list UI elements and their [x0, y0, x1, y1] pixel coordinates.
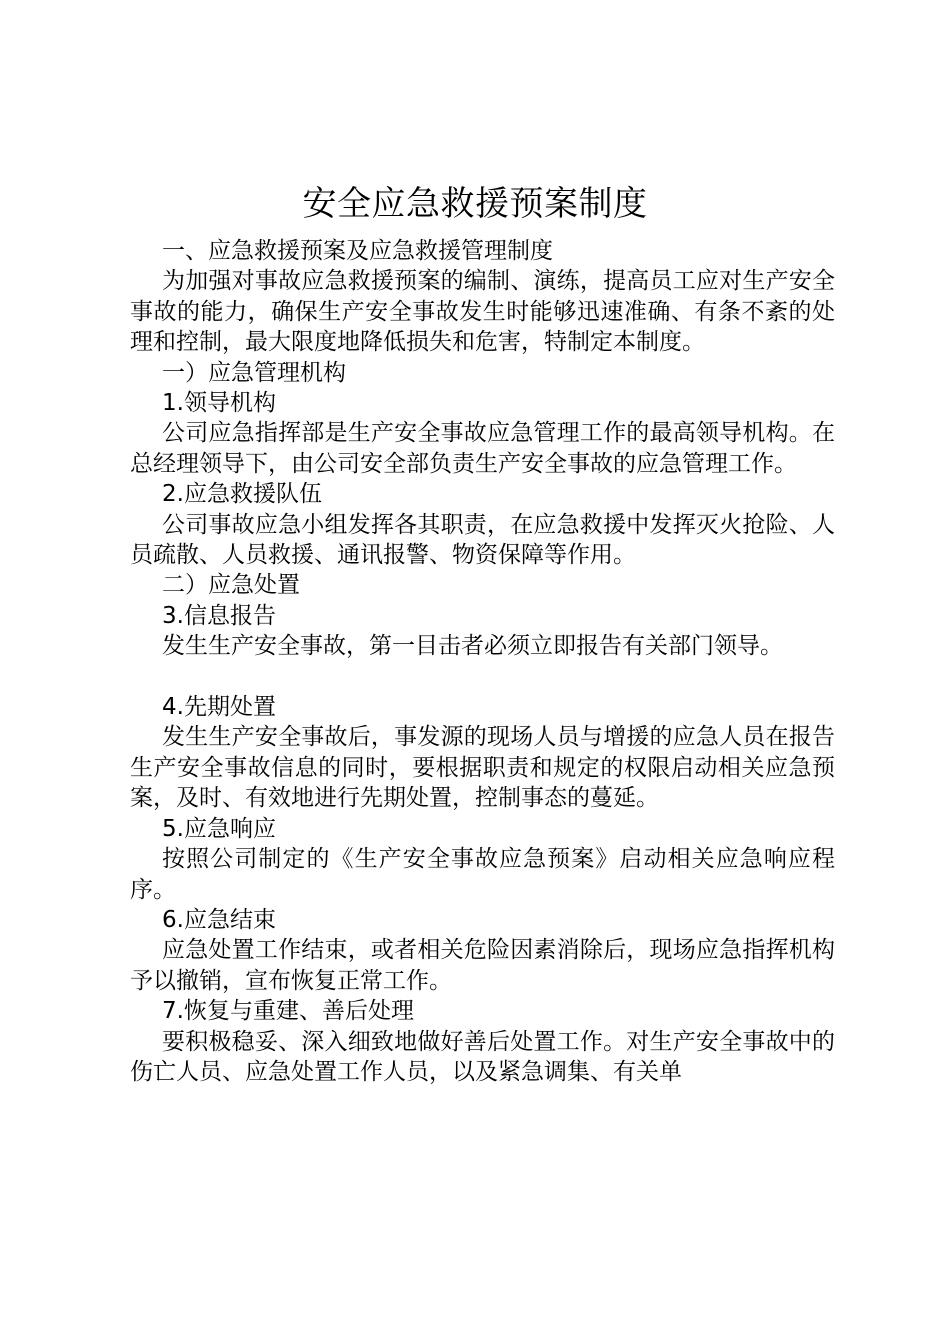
body-paragraph: 发生生产安全事故，第一目击者必须立即报告有关部门领导。	[162, 633, 783, 660]
body-paragraph: 按照公司制定的《生产安全事故应急预案》启动相关应急响应程序。	[130, 846, 835, 903]
item-heading: 3.信息报告	[162, 602, 276, 629]
section-heading: 一、应急救援预案及应急救援管理制度	[162, 238, 553, 264]
item-heading: 4.先期处置	[162, 694, 276, 721]
document-title: 安全应急救援预案制度	[302, 184, 648, 224]
item-heading: 6.应急结束	[162, 906, 276, 933]
subsection-heading: 一）应急管理机构	[162, 359, 346, 386]
body-paragraph: 公司事故应急小组发挥各其职责，在应急救援中发挥灭火抢险、人员疏散、人员救援、通讯报警、物资保障等作用。	[130, 511, 835, 569]
item-heading: 2.应急救援队伍	[162, 481, 322, 508]
item-heading: 7.恢复与重建、善后处理	[162, 998, 414, 1025]
body-paragraph: 为加强对事故应急救援预案的编制、演练，提高员工应对生产安全事故的能力，确保生产安全事故发生时能够迅速准确、有条不紊的处理和控制，最大限度地降低损失和危害，特制定本制度。	[130, 268, 835, 356]
body-paragraph: 发生生产安全事故后，事发源的现场人员与增援的应急人员在报告生产安全事故信息的同时，要根据职责和规定的权限启动相关应急预案，及时、有效地进行先期处置，控制事态的蔓延。	[130, 724, 835, 812]
body-paragraph: 应急处置工作结束，或者相关危险因素消除后，现场应急指挥机构予以撤销，宣布恢复正常工作。	[130, 937, 835, 994]
body-paragraph: 要积极稳妥、深入细致地做好善后处置工作。对生产安全事故中的伤亡人员、应急处置工作人员，以及紧急调集、有关单	[130, 1028, 835, 1085]
subsection-heading: 二）应急处置	[162, 572, 300, 599]
body-paragraph: 公司应急指挥部是生产安全事故应急管理工作的最高领导机构。在总经理领导下，由公司安全部负责生产安全事故的应急管理工作。	[130, 420, 835, 477]
item-heading: 1.领导机构	[162, 390, 276, 417]
item-heading: 5.应急响应	[162, 815, 276, 842]
document-body	[130, 236, 835, 1087]
